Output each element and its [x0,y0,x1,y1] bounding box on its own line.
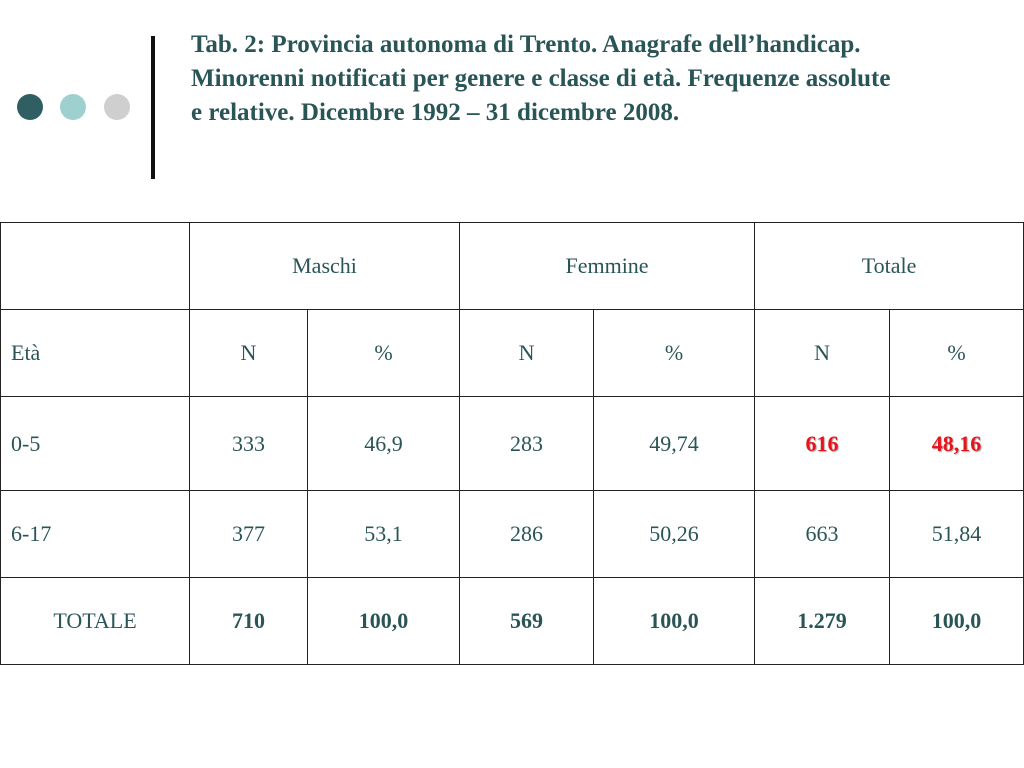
cell-femmine-n: 286 [460,491,594,578]
cell-total-totale-pct: 100,0 [890,578,1024,665]
data-table [0,222,1024,665]
cell-total-label: TOTALE [1,578,190,665]
cell-maschi-n: 377 [190,491,308,578]
slide-title: Tab. 2: Provincia autonoma di Trento. Anagrafe dell’handicap. Minorenni notificati per genere e classe di età. Frequenze assolute e relative. Dicembre 1992 – 31 dicembre 2008. [191,31,891,126]
cell-femmine-pct: 50,26 [594,491,755,578]
cell-totale-n: 663 [755,491,890,578]
cell-maschi-n: 333 [190,397,308,491]
cell-eta: 0-5 [1,397,190,491]
header-totale-n: N [755,310,890,397]
cell-femmine-n: 283 [460,397,594,491]
cell-totale-pct-highlight: 48,16 [890,397,1024,491]
cell-total-maschi-pct: 100,0 [308,578,460,665]
decorative-dot-grey [104,94,130,120]
header-maschi-n: N [190,310,308,397]
cell-total-femmine-n: 569 [460,578,594,665]
cell-total-femmine-pct: 100,0 [594,578,755,665]
header-maschi: Maschi [190,223,460,310]
corner-cell [1,223,190,310]
cell-maschi-pct: 46,9 [308,397,460,491]
header-femmine-pct: % [594,310,755,397]
header-femmine-n: N [460,310,594,397]
header-totale-pct: % [890,310,1024,397]
table-row [1,397,1024,491]
header-femmine: Femmine [460,223,755,310]
decorative-dot-dark [17,94,43,120]
sub-header-row [1,310,1024,397]
header-eta: Età [1,310,190,397]
cell-totale-n-highlight: 616 [755,397,890,491]
cell-maschi-pct: 53,1 [308,491,460,578]
total-row [1,578,1024,665]
cell-total-maschi-n: 710 [190,578,308,665]
group-header-row [1,223,1024,310]
header-totale: Totale [755,223,1024,310]
cell-femmine-pct: 49,74 [594,397,755,491]
header-maschi-pct: % [308,310,460,397]
title-divider [151,36,155,179]
cell-eta: 6-17 [1,491,190,578]
decorative-dot-light [60,94,86,120]
table-row [1,491,1024,578]
cell-total-totale-n: 1.279 [755,578,890,665]
cell-totale-pct: 51,84 [890,491,1024,578]
